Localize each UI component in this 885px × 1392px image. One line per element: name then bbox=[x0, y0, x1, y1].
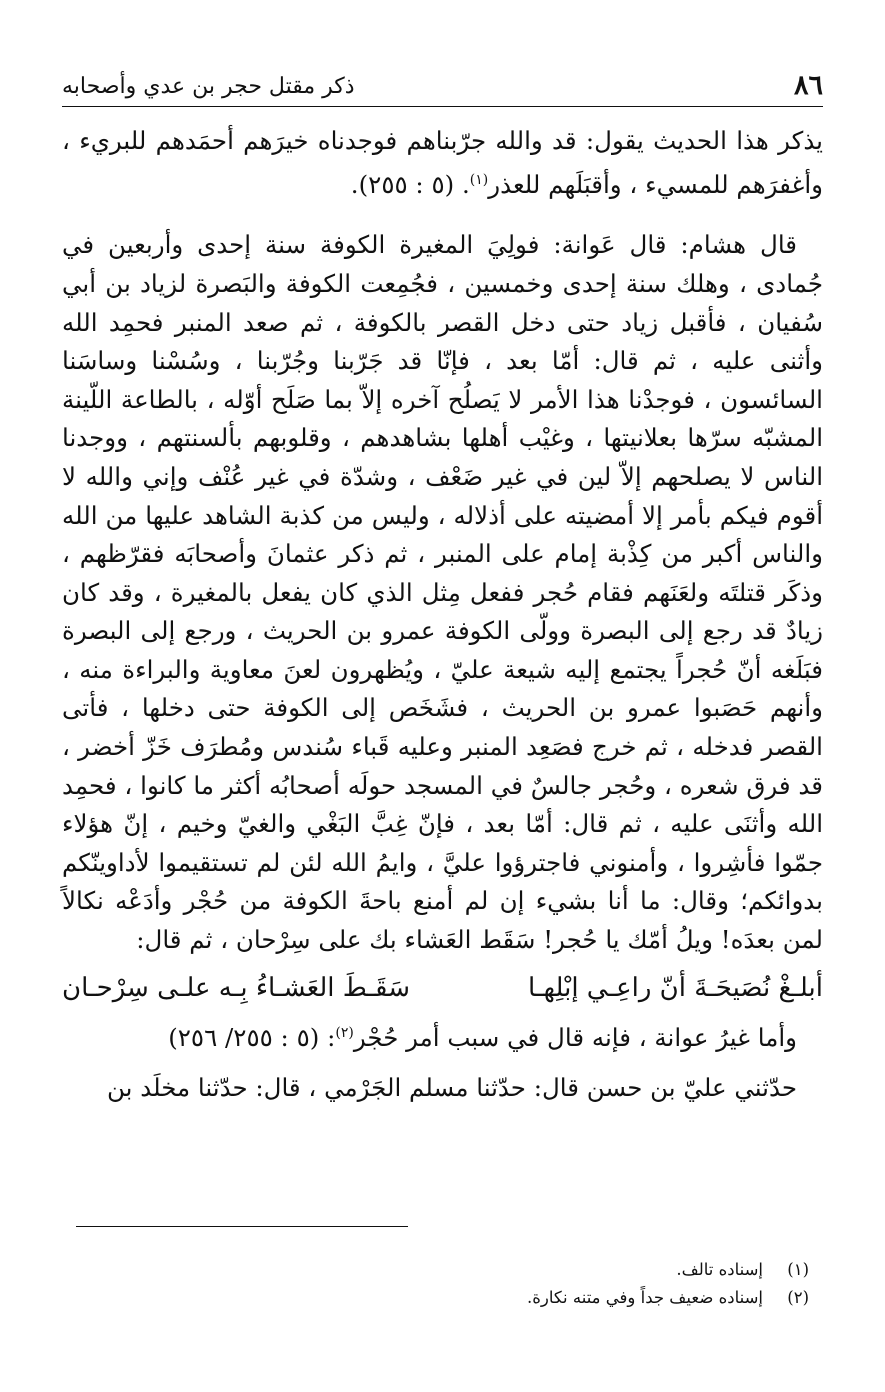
paragraph-gap bbox=[62, 204, 823, 226]
verse-first-hemistich: أبلـغْ نُصَيحَـةَ أنّ راعِـي إبْلِهـا bbox=[527, 972, 823, 1003]
reference-1: (٥ : ٢٥٥). bbox=[350, 169, 455, 199]
footnote-1-number: (١) bbox=[787, 1260, 809, 1279]
page-number: ٨٦ bbox=[793, 70, 823, 101]
main-text bbox=[62, 122, 823, 1108]
page-header bbox=[62, 66, 823, 107]
paragraph-1: يذكر هذا الحديث يقول: قد والله جرّبناهم فوجدناه خيرَهم أحمَدهم للبريء ، وأغفرَهم للمسيء ، وأقبَلَهم للعذر$^{(١)}$. (٥ : ٢٥٥). bbox=[62, 126, 823, 199]
verse-second-hemistich: سَقَـطَ العَشـاءُ بِـه علـى سِرْحـان bbox=[62, 972, 410, 1003]
paragraph-2: قال هشام: قال عَوانة: فولِيَ المغيرة الكوفة سنة إحدى وأربعين في جُمادى ، وهلك سنة إحدى وخمسين ، فجُمِعت الكوفة والبَصرة لزياد بن أبي سُفيان ، فأقبل زياد حتى دخل القصر بالكوفة ، ثم صعد المنبر فحمِد الله وأثنى عليه ، ثم قال: أمّا بعد ، فإنّا قد جَرّبنا وجُرّبنا ، وسُسْنا وساسَنا السائسون ، فوجدْنا هذا الأمر لا يَصلُح آخره إلاّ بما صَلَح أوّله ، بالطاعة اللّينة المشبّه سرّها بعلانيتها ، وغيْب أهلها بشاهدهم ، وقلوبهم بألسنتهم ، ووجدنا الناس لا يصلحهم إلاّ لين في غير ضَعْف ، وشدّة في غير عُنْف وإني والله لا أقوم فيكم بأمر إلا أمضيته على أذلاله ، وليس من كذبة الشاهد عليها من الله والناس أكبر من كِذْبة إمام على المنبر ، ثم ذكر عثمانَ وأصحابَه فقرّظهم ، وذكَر قتلتَه ولعَنَهم فقام حُجر ففعل مِثل الذي كان يفعل بالمغيرة ، وقد كان زيادٌ قد رجع إلى البصرة وولّى الكوفة عمرو بن الحريث ، ورجع إلى البصرة فبَلَغه أنّ حُجراً يجتمع إليه شيعة عليّ ، ويُظهرون لعنَ معاوية والبراءة منه ، وأنهم حَصَبوا عمرو بن الحريث ، فشَخَص إلى الكوفة حتى دخلها ، فأتى القصر فدخله ، ثم خرج فصَعِد المنبر وعليه قَباء سُندس ومُطرَف خَزّ أخضر ، قد فرق شعره ، وحُجر جالسٌ في المسجد حولَه أصحابُه أكثر ما كانوا ، فحمِد الله وأثنَى عليه ، ثم قال: أمّا بعد ، فإنّ غِبَّ البَغْي والغيّ وخيم ، إنّ هؤلاء جمّوا فأشِروا ، وأمنوني فاجترؤوا عليَّ ، وايمُ الله لئن لم تستقيموا لأداوينّكم بدوائكم؛ وقال: ما أنا بشيء إن لم أمنع باحةَ الكوفة من حُجْر وأدَعْه نكالاً لمن بعدَه! ويلُ أمّك يا حُجر! سَقَط العَشاء بك على سِرْحان ، ثم قال: bbox=[62, 230, 823, 955]
reference-2: : (٥ : ٢٥٥/ ٢٥٦) bbox=[168, 1022, 336, 1052]
footnote-1-text: إسناده تالف. bbox=[676, 1260, 763, 1279]
paragraph-3 bbox=[62, 1014, 823, 1058]
running-title: ذكر مقتل حجر بن عدي وأصحابه bbox=[62, 74, 355, 99]
footnote-2-text: إسناده ضعيف جداً وفي متنه نكارة. bbox=[527, 1288, 763, 1307]
poem-verse bbox=[62, 968, 823, 1008]
paragraph-1-text: يذكر هذا الحديث يقول: قد والله جرّبناهم فوجدناه خيرَهم أحمَدهم للبريء ، وأغفرَهم للمسيء ، وأقبَلَهم للعذر bbox=[62, 126, 823, 199]
paragraph-3-text: وأما غيرُ عوانة ، فإنه قال في سبب أمر حُجْر bbox=[353, 1022, 797, 1052]
footnotes bbox=[62, 1256, 809, 1312]
footnote-separator bbox=[76, 1226, 408, 1227]
footnote-marker-2: (٢) bbox=[335, 1024, 354, 1041]
footnote-2 bbox=[62, 1284, 809, 1312]
footnote-1 bbox=[62, 1256, 809, 1284]
paragraph-4: حدّثني عليّ بن حسن قال: حدّثنا مسلم الجَرْمي ، قال: حدّثنا مخلَد بن bbox=[106, 1073, 797, 1103]
paragraph-gap-2 bbox=[62, 1057, 823, 1069]
footnote-2-number: (٢) bbox=[787, 1288, 809, 1307]
footnote-marker-1: (١) bbox=[469, 171, 489, 188]
